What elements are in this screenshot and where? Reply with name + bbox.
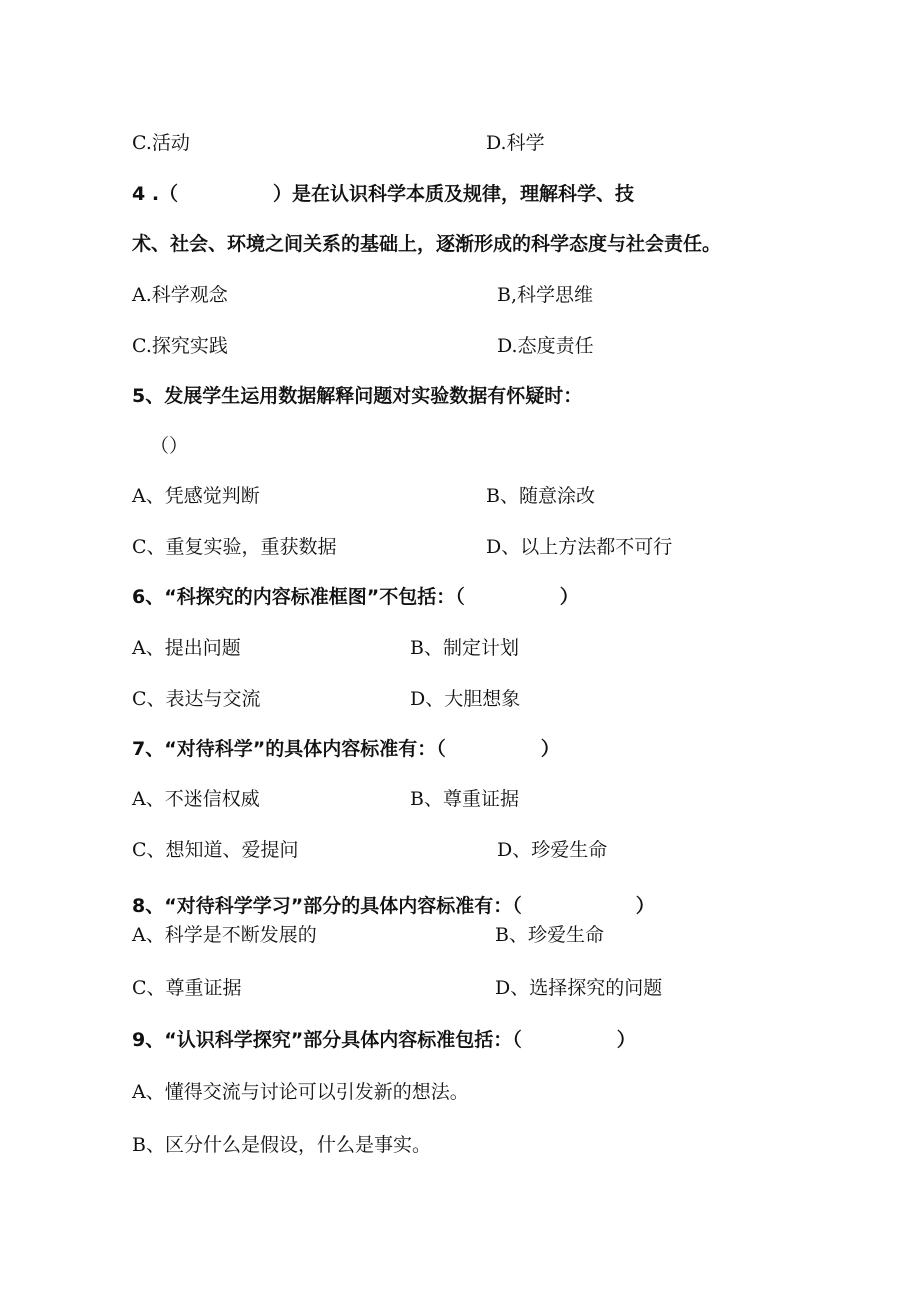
q3-option-d: D.科学 (486, 132, 545, 154)
q7-option-a: A、不迷信权威 (132, 788, 260, 810)
q5-option-a: A、凭感觉判断 (132, 485, 260, 507)
q5-option-d: D、以上方法都不可行 (486, 536, 673, 558)
q6-stem: 6、“科探究的内容标准框图”不包括：（ ） (132, 586, 579, 608)
q9-option-a: A、懂得交流与讨论可以引发新的想法。 (132, 1081, 469, 1103)
q6-option-d: D、大胆想象 (410, 688, 521, 710)
q8-option-d: D、选择探究的问题 (495, 977, 663, 999)
q5-stem-line1: 5、发展学生运用数据解释问题对实验数据有怀疑时： (132, 385, 583, 407)
q5-option-c: C、重复实验，重获数据 (132, 536, 337, 558)
q8-stem: 8、“对待科学学习”部分的具体内容标准有：（ ） (132, 895, 655, 917)
q9-option-b: B、区分什么是假设，什么是事实。 (132, 1134, 431, 1156)
q9-stem: 9、“认识科学探究”部分具体内容标准包括：（ ） (132, 1029, 636, 1051)
q4-stem-line2: 术、社会、环境之间关系的基础上，逐渐形成的科学态度与社会责任。 (132, 233, 722, 255)
q7-option-b: B、尊重证据 (410, 788, 519, 810)
q4-stem-line1: 4 .（ ）是在认识科学本质及规律，理解科学、技 (132, 183, 635, 205)
q8-option-a: A、科学是不断发展的 (132, 924, 317, 946)
q4-option-b: B,科学思维 (497, 284, 594, 306)
q6-option-c: C、表达与交流 (132, 688, 261, 710)
q5-option-b: B、随意涂改 (486, 485, 595, 507)
q3-option-c: C.活动 (132, 132, 190, 154)
q8-option-c: C、尊重证据 (132, 977, 242, 999)
q6-option-b: B、制定计划 (410, 637, 519, 659)
q8-option-b: B、珍爱生命 (495, 924, 604, 946)
q7-option-d: D、珍爱生命 (497, 839, 608, 861)
q5-answer-bracket: （） (150, 435, 189, 457)
q7-option-c: C、想知道、爱提问 (132, 839, 299, 861)
q4-option-a: A.科学观念 (132, 284, 228, 306)
q6-option-a: A、提出问题 (132, 637, 241, 659)
q4-option-d: D.态度责任 (497, 335, 594, 357)
q4-option-c: C.探究实践 (132, 335, 228, 357)
q7-stem: 7、“对待科学”的具体内容标准有：（ ） (132, 738, 560, 760)
